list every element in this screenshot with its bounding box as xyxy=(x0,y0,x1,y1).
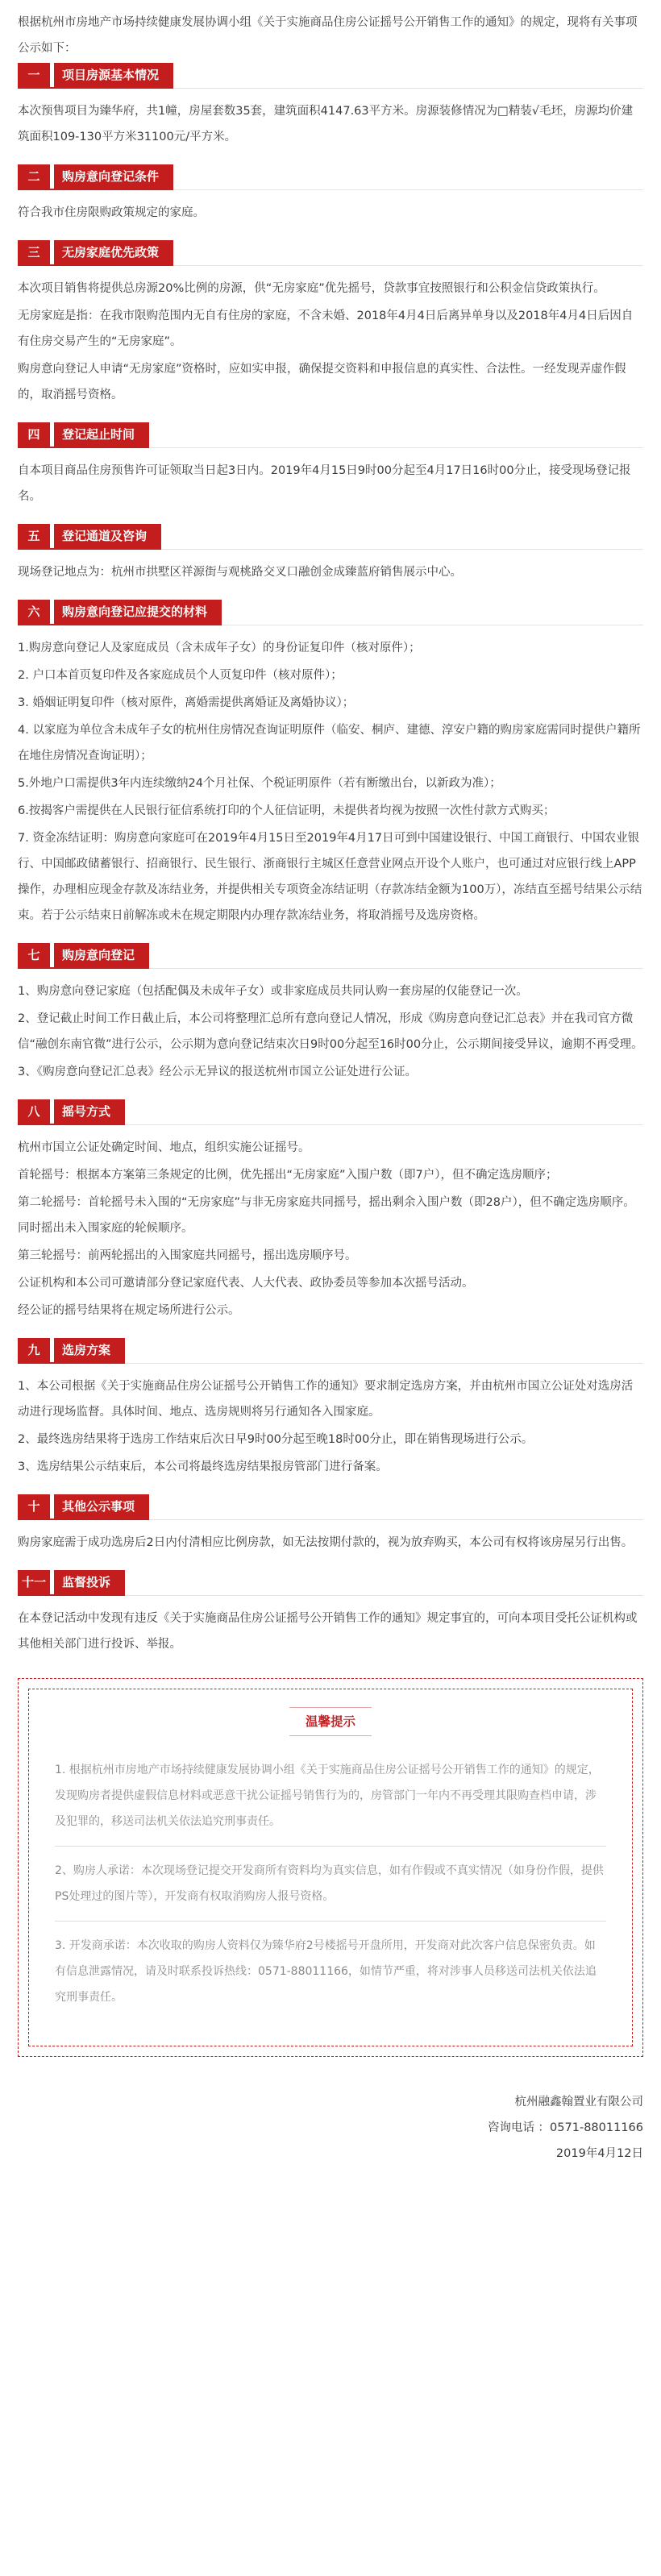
section-paragraph: 本次项目销售将提供总房源20%比例的房源，供“无房家庭”优先摇号，贷款事宜按照银行和公积金信贷政策执行。 xyxy=(18,282,605,295)
section-paragraph: 2、登记截止时间工作日截止后，本公司将整理汇总所有意向登记人情况，形成《购房意向登记汇总表》并在我司官方微信“融创东南官微”进行公示，公示期为意向登记结束次日9时00分起至16时00分止，公示期间接受异议，逾期不再受理。 xyxy=(18,1012,643,1051)
section-header-bar xyxy=(18,1099,125,1125)
section-paragraph: 自本项目商品住房预售许可证领取当日起3日内。2019年4月15日9时00分起至4月17日16时00分止，接受现场登记报名。 xyxy=(18,464,631,503)
section-paragraph: 5.外地户口需提供3年内连续缴纳24个月社保、个税证明原件（若有断缴出台，以新政为准）； xyxy=(18,777,501,790)
section-header xyxy=(18,1338,643,1364)
section-number: 五 xyxy=(18,524,50,548)
notice-date: 2019年4月12日 xyxy=(555,2147,643,2160)
section-paragraph: 3. 婚姻证明复印件（核对原件，离婚需提供离婚证及离婚协议）； xyxy=(18,696,355,709)
section-header xyxy=(18,524,643,550)
section xyxy=(18,600,643,929)
section-header-bar xyxy=(18,1570,125,1596)
section-header-bar xyxy=(18,943,149,969)
section-paragraph: 公证机构和本公司可邀请部分登记家庭代表、人大代表、政协委员等参加本次摇号活动。 xyxy=(18,1277,474,1290)
section-header-bar xyxy=(18,63,173,89)
section-paragraph: 现场登记地点为：杭州市拱墅区祥源街与观桃路交叉口融创金成臻蓝府销售展示中心。 xyxy=(18,566,462,579)
section xyxy=(18,240,643,408)
section-paragraph: 2、最终选房结果将于选房工作结束后次日早9时00分起至晚18时00分止，即在销售现场进行公示。 xyxy=(18,1433,534,1446)
section-paragraph: 6.按揭客户需提供在人民银行征信系统打印的个人征信证明，未提供者均视为按照一次性付款方式购买； xyxy=(18,804,555,817)
section-header-bar xyxy=(18,524,161,550)
section-title: 摇号方式 xyxy=(54,1099,125,1124)
section-paragraph: 3、选房结果公示结束后，本公司将最终选房结果报房管部门进行备案。 xyxy=(18,1460,388,1473)
section-paragraph: 杭州市国立公证处确定时间、地点，组织实施公证摇号。 xyxy=(18,1141,310,1154)
section-header xyxy=(18,164,643,190)
section-paragraph: 7. 资金冻结证明：购房意向家庭可在2019年4月15日至2019年4月17日可到中国建设银行、中国工商银行、中国农业银行、中国邮政储蓄银行、招商银行、民生银行、浙商银行主城区任意营业网点开设个人账户，也可通过对应银行线上APP操作，办理相应现金存款及冻结业务，并提供相关专项资金冻结证明（存款冻结金额为100万），冻结直至摇号结果公示结束。若于公示结束日前解冻或未在规定期限内办理存款冻结业务，将取消摇号及选房资格。 xyxy=(18,832,642,922)
section xyxy=(18,1570,643,1657)
section-title: 登记起止时间 xyxy=(54,422,149,447)
section-header-bar xyxy=(18,240,173,266)
tips-box xyxy=(18,1678,643,2057)
section xyxy=(18,943,643,1085)
section-title: 购房意向登记条件 xyxy=(54,164,173,189)
section-header xyxy=(18,600,643,625)
section-paragraph: 符合我市住房限购政策规定的家庭。 xyxy=(18,206,205,219)
section-title: 购房意向登记 xyxy=(54,943,149,967)
section-number: 十一 xyxy=(18,1570,50,1594)
section-paragraph: 1、本公司根据《关于实施商品住房公证摇号公开销售工作的通知》要求制定选房方案，并由杭州市国立公证处对选房活动进行现场监督。具体时间、地点、选房规则将另行通知各入围家庭。 xyxy=(18,1380,634,1419)
section-paragraph: 购房家庭需于成功选房后2日内付清相应比例房款，如无法按期付款的，视为放弃购买，本公司有权将该房屋另行出售。 xyxy=(18,1536,634,1549)
section-paragraph: 首轮摇号：根据本方案第三条规定的比例，优先摇出“无房家庭”入围户数（即7户），但不确定选房顺序； xyxy=(18,1169,558,1182)
section-number: 八 xyxy=(18,1099,50,1124)
section-paragraph: 第二轮摇号：首轮摇号未入围的“无房家庭”与非无房家庭共同摇号，摇出剩余入围户数（即28户），但不确定选房顺序。同时摇出未入围家庭的轮候顺序。 xyxy=(18,1196,635,1235)
section-paragraph: 1、购房意向登记家庭（包括配偶及未成年子女）或非家庭成员共同认购一套房屋的仅能登记一次。 xyxy=(18,985,528,998)
tips-title-row xyxy=(55,1707,606,1736)
section xyxy=(18,1099,643,1323)
section-header xyxy=(18,422,643,448)
section-number: 七 xyxy=(18,943,50,967)
tips-title: 温馨提示 xyxy=(289,1707,372,1736)
section xyxy=(18,63,643,150)
signature-block xyxy=(18,2089,643,2167)
section-header xyxy=(18,1570,643,1596)
section-paragraph: 4. 以家庭为单位含未成年子女的杭州住房情况查询证明原件（临安、桐庐、建德、淳安户籍的购房家庭需同时提供户籍所在地住房情况查询证明）； xyxy=(18,724,641,762)
section xyxy=(18,422,643,509)
tip-item: 3. 开发商承诺：本次收取的购房人资料仅为臻华府2号楼摇号开盘所用，开发商对此次客户信息保密负责。如有信息泄露情况，请及时联系投诉热线：0571-88011166，如情节严重，将对涉事人员移送司法机关依法追究刑事责任。 xyxy=(55,1939,597,2004)
section xyxy=(18,1338,643,1480)
section-header-bar xyxy=(18,1494,149,1520)
section-header xyxy=(18,1099,643,1125)
section xyxy=(18,524,643,585)
section-number: 十 xyxy=(18,1494,50,1519)
tips-inner xyxy=(28,1689,633,2046)
section-number: 六 xyxy=(18,600,50,624)
contact-phone: 咨询电话 ：0571-88011166 xyxy=(487,2121,643,2134)
section-paragraph: 在本登记活动中发现有违反《关于实施商品住房公证摇号公开销售工作的通知》规定事宜的，可向本项目受托公证机构或其他相关部门进行投诉、举报。 xyxy=(18,1612,638,1651)
company-name: 杭州融鑫翰置业有限公司 xyxy=(514,2096,643,2109)
section-header-bar xyxy=(18,1338,125,1364)
section-number: 九 xyxy=(18,1338,50,1362)
section-paragraph: 本次预售项目为臻华府，共1幢，房屋套数35套，建筑面积4147.63平方米。房源装修情况为□精装√毛坯，房源均价建筑面积109-130平方米31100元/平方米。 xyxy=(18,105,634,143)
section-header-bar xyxy=(18,164,173,190)
section-paragraph: 无房家庭是指：在我市限购范围内无自有住房的家庭，不含未婚、2018年4月4日后离异单身以及2018年4月4日后因自有住房交易产生的“无房家庭”。 xyxy=(18,310,634,348)
section-number: 三 xyxy=(18,240,50,264)
section-paragraph: 1.购房意向登记人及家庭成员（含未成年子女）的身份证复印件（核对原件）； xyxy=(18,642,421,654)
section-title: 监督投诉 xyxy=(54,1570,125,1594)
section-header-bar xyxy=(18,422,149,448)
section-paragraph: 3、《购房意向登记汇总表》经公示无异议的报送杭州市国立公证处进行公证。 xyxy=(18,1066,417,1078)
section-header-bar xyxy=(18,600,222,625)
section xyxy=(18,1494,643,1556)
notice-sections xyxy=(18,63,643,1657)
section-number: 四 xyxy=(18,422,50,447)
section-number: 一 xyxy=(18,63,50,87)
section-title: 其他公示事项 xyxy=(54,1494,149,1519)
tip-item: 2、购房人承诺：本次现场登记提交开发商所有资料均为真实信息，如有作假或不真实情况（如身份作假，提供PS处理过的图片等），开发商有权取消购房人报号资格。 xyxy=(55,1858,606,1922)
section-number: 二 xyxy=(18,164,50,189)
section-paragraph: 购房意向登记人申请“无房家庭”资格时，应如实申报，确保提交资料和申报信息的真实性、合法性。一经发现弄虚作假的，取消摇号资格。 xyxy=(18,363,626,401)
section-title: 购房意向登记应提交的材料 xyxy=(54,600,222,624)
tip-item: 1. 根据杭州市房地产市场持续健康发展协调小组《关于实施商品住房公证摇号公开销售工作的通知》的规定，发现购房者提供虚假信息材料或恶意干扰公证摇号销售行为的，房管部门一年内不再受理其限购查档申请，涉及犯罪的，移送司法机关依法追究刑事责任。 xyxy=(55,1757,606,1847)
intro-text: 根据杭州市房地产市场持续健康发展协调小组《关于实施商品住房公证摇号公开销售工作的通知》的规定，现将有关事项公示如下： xyxy=(18,16,638,55)
section-title: 登记通道及咨询 xyxy=(54,524,161,548)
section-header xyxy=(18,240,643,266)
section-title: 无房家庭优先政策 xyxy=(54,240,173,264)
section-paragraph: 经公证的摇号结果将在规定场所进行公示。 xyxy=(18,1304,240,1317)
section xyxy=(18,164,643,226)
section-header xyxy=(18,943,643,969)
section-title: 选房方案 xyxy=(54,1338,125,1362)
section-header xyxy=(18,1494,643,1520)
section-paragraph: 2. 户口本首页复印件及各家庭成员个人页复印件（核对原件）； xyxy=(18,669,343,682)
section-title: 项目房源基本情况 xyxy=(54,63,173,87)
section-header xyxy=(18,63,643,89)
section-paragraph: 第三轮摇号：前两轮摇出的入围家庭共同摇号，摇出选房顺序号。 xyxy=(18,1249,357,1262)
